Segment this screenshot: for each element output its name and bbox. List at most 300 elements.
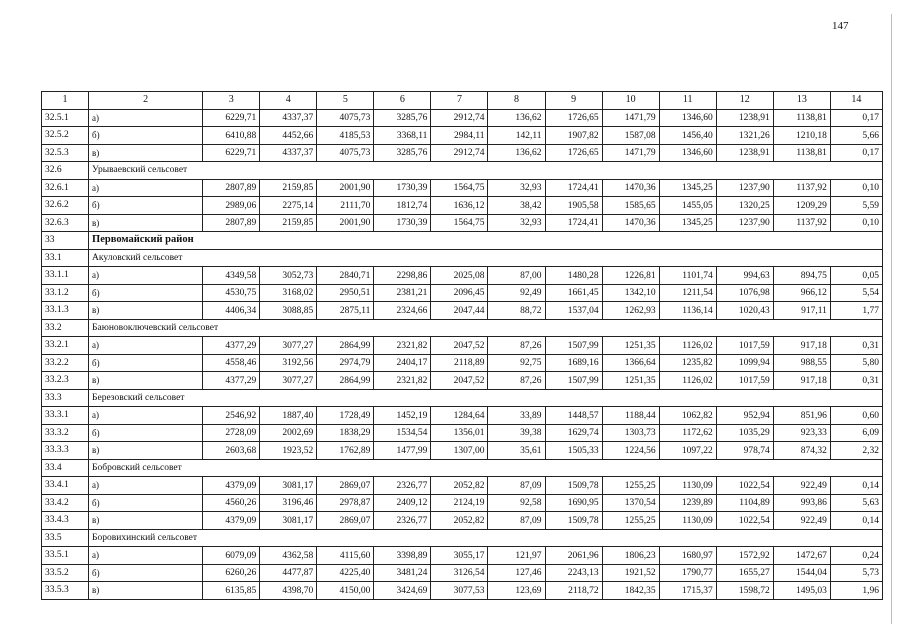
value-cell: 136,62 <box>488 109 545 127</box>
row-label: а) <box>89 547 203 565</box>
value-cell: 1255,25 <box>602 512 659 530</box>
value-cell: 1812,74 <box>374 197 431 215</box>
value-cell: 33,89 <box>488 407 545 425</box>
value-cell: 1238,91 <box>716 109 773 127</box>
value-cell: 4377,29 <box>203 372 260 390</box>
value-cell: 1022,54 <box>716 477 773 495</box>
value-cell: 917,18 <box>773 372 830 390</box>
value-cell: 6410,88 <box>203 127 260 145</box>
value-cell: 2807,89 <box>203 179 260 197</box>
value-cell: 1209,29 <box>773 197 830 215</box>
value-cell: 1544,04 <box>773 564 830 582</box>
row-code: 32.5.2 <box>42 127 89 145</box>
value-cell: 1537,04 <box>545 302 602 320</box>
value-cell: 1790,77 <box>659 564 716 582</box>
value-cell: 3168,02 <box>260 284 317 302</box>
row-code: 33.3.3 <box>42 442 89 460</box>
value-cell: 5,66 <box>830 127 882 145</box>
value-cell: 0,60 <box>830 407 882 425</box>
value-cell: 917,18 <box>773 337 830 355</box>
value-cell: 4560,26 <box>203 494 260 512</box>
row-code: 33.3.1 <box>42 407 89 425</box>
value-cell: 2118,89 <box>431 354 488 372</box>
value-cell: 1211,54 <box>659 284 716 302</box>
value-cell: 1629,74 <box>545 424 602 442</box>
value-cell: 3081,17 <box>260 477 317 495</box>
value-cell: 1923,52 <box>260 442 317 460</box>
value-cell: 1585,65 <box>602 197 659 215</box>
column-header: 3 <box>203 92 260 110</box>
table-row <box>42 302 883 320</box>
value-cell: 1480,28 <box>545 267 602 285</box>
value-cell: 92,58 <box>488 494 545 512</box>
value-cell: 4379,09 <box>203 512 260 530</box>
value-cell: 3081,17 <box>260 512 317 530</box>
value-cell: 1251,35 <box>602 337 659 355</box>
section-name: Акуловский сельсовет <box>89 249 883 267</box>
value-cell: 1806,23 <box>602 547 659 565</box>
value-cell: 2061,96 <box>545 547 602 565</box>
value-cell: 1345,25 <box>659 214 716 232</box>
value-cell: 3077,53 <box>431 582 488 600</box>
value-cell: 0,10 <box>830 214 882 232</box>
value-cell: 6,09 <box>830 424 882 442</box>
column-header: 2 <box>89 92 203 110</box>
value-cell: 1345,25 <box>659 179 716 197</box>
value-cell: 87,26 <box>488 337 545 355</box>
value-cell: 0,17 <box>830 144 882 162</box>
table-row <box>42 407 883 425</box>
value-cell: 2912,74 <box>431 109 488 127</box>
table-row <box>42 442 883 460</box>
value-cell: 2978,87 <box>317 494 374 512</box>
row-code: 32.6.3 <box>42 214 89 232</box>
value-cell: 1262,93 <box>602 302 659 320</box>
value-cell: 4185,53 <box>317 127 374 145</box>
value-cell: 2243,13 <box>545 564 602 582</box>
row-label: б) <box>89 564 203 582</box>
value-cell: 1842,35 <box>602 582 659 600</box>
value-cell: 3196,46 <box>260 494 317 512</box>
section-row <box>42 249 883 267</box>
value-cell: 1728,49 <box>317 407 374 425</box>
value-cell: 1564,75 <box>431 214 488 232</box>
value-cell: 2001,90 <box>317 214 374 232</box>
row-label: б) <box>89 494 203 512</box>
value-cell: 2025,08 <box>431 267 488 285</box>
row-code: 33.1.1 <box>42 267 89 285</box>
value-cell: 6079,09 <box>203 547 260 565</box>
value-cell: 0,31 <box>830 372 882 390</box>
value-cell: 923,33 <box>773 424 830 442</box>
row-label: а) <box>89 337 203 355</box>
value-cell: 1534,54 <box>374 424 431 442</box>
value-cell: 4115,60 <box>317 547 374 565</box>
value-cell: 1470,36 <box>602 214 659 232</box>
value-cell: 1448,57 <box>545 407 602 425</box>
value-cell: 2321,82 <box>374 372 431 390</box>
value-cell: 6229,71 <box>203 109 260 127</box>
value-cell: 121,97 <box>488 547 545 565</box>
value-cell: 994,63 <box>716 267 773 285</box>
row-code: 33.3.2 <box>42 424 89 442</box>
column-header: 10 <box>602 92 659 110</box>
value-cell: 32,93 <box>488 179 545 197</box>
value-cell: 0,05 <box>830 267 882 285</box>
value-cell: 1251,35 <box>602 372 659 390</box>
value-cell: 88,72 <box>488 302 545 320</box>
table-row <box>42 337 883 355</box>
table-row <box>42 372 883 390</box>
value-cell: 1237,90 <box>716 179 773 197</box>
value-cell: 127,46 <box>488 564 545 582</box>
value-cell: 1452,19 <box>374 407 431 425</box>
section-name: Баюновоключевский сельсовет <box>89 319 883 337</box>
value-cell: 5,54 <box>830 284 882 302</box>
table-row <box>42 477 883 495</box>
value-cell: 4349,58 <box>203 267 260 285</box>
value-cell: 1366,64 <box>602 354 659 372</box>
value-cell: 3424,69 <box>374 582 431 600</box>
value-cell: 1101,74 <box>659 267 716 285</box>
value-cell: 3088,85 <box>260 302 317 320</box>
column-header: 5 <box>317 92 374 110</box>
section-code: 33.5 <box>42 529 89 547</box>
value-cell: 1126,02 <box>659 337 716 355</box>
value-cell: 32,93 <box>488 214 545 232</box>
row-label: в) <box>89 512 203 530</box>
value-cell: 2118,72 <box>545 582 602 600</box>
table-row <box>42 582 883 600</box>
value-cell: 1076,98 <box>716 284 773 302</box>
table-row <box>42 109 883 127</box>
value-cell: 4362,58 <box>260 547 317 565</box>
value-cell: 1838,29 <box>317 424 374 442</box>
row-code: 32.6.1 <box>42 179 89 197</box>
table-row <box>42 354 883 372</box>
value-cell: 1172,62 <box>659 424 716 442</box>
value-cell: 3077,27 <box>260 372 317 390</box>
value-cell: 1509,78 <box>545 512 602 530</box>
row-label: в) <box>89 372 203 390</box>
section-row <box>42 529 883 547</box>
value-cell: 1255,25 <box>602 477 659 495</box>
value-cell: 2275,14 <box>260 197 317 215</box>
value-cell: 1284,64 <box>431 407 488 425</box>
row-label: а) <box>89 407 203 425</box>
value-cell: 87,00 <box>488 267 545 285</box>
table-row <box>42 197 883 215</box>
value-cell: 2096,45 <box>431 284 488 302</box>
value-cell: 1136,14 <box>659 302 716 320</box>
value-cell: 2001,90 <box>317 179 374 197</box>
value-cell: 1226,81 <box>602 267 659 285</box>
row-code: 33.5.2 <box>42 564 89 582</box>
value-cell: 1680,97 <box>659 547 716 565</box>
value-cell: 1307,00 <box>431 442 488 460</box>
value-cell: 87,09 <box>488 477 545 495</box>
value-cell: 874,32 <box>773 442 830 460</box>
value-cell: 1471,79 <box>602 109 659 127</box>
section-code: 33.4 <box>42 459 89 477</box>
column-header: 8 <box>488 92 545 110</box>
value-cell: 952,94 <box>716 407 773 425</box>
value-cell: 2381,21 <box>374 284 431 302</box>
value-cell: 1564,75 <box>431 179 488 197</box>
value-cell: 4150,00 <box>317 582 374 600</box>
row-label: а) <box>89 179 203 197</box>
value-cell: 4337,37 <box>260 144 317 162</box>
value-cell: 2840,71 <box>317 267 374 285</box>
value-cell: 1726,65 <box>545 109 602 127</box>
value-cell: 3398,89 <box>374 547 431 565</box>
value-cell: 3368,11 <box>374 127 431 145</box>
value-cell: 4406,34 <box>203 302 260 320</box>
table-row <box>42 494 883 512</box>
row-code: 32.5.3 <box>42 144 89 162</box>
row-code: 33.2.1 <box>42 337 89 355</box>
value-cell: 2409,12 <box>374 494 431 512</box>
value-cell: 92,75 <box>488 354 545 372</box>
value-cell: 0,10 <box>830 179 882 197</box>
value-cell: 4075,73 <box>317 144 374 162</box>
value-cell: 2864,99 <box>317 337 374 355</box>
section-row <box>42 319 883 337</box>
section-code: 32.6 <box>42 162 89 180</box>
value-cell: 2298,86 <box>374 267 431 285</box>
value-cell: 2159,85 <box>260 179 317 197</box>
value-cell: 87,09 <box>488 512 545 530</box>
table-row <box>42 564 883 582</box>
value-cell: 2875,11 <box>317 302 374 320</box>
value-cell: 1224,56 <box>602 442 659 460</box>
section-row <box>42 459 883 477</box>
value-cell: 2603,68 <box>203 442 260 460</box>
table-row <box>42 424 883 442</box>
value-cell: 993,86 <box>773 494 830 512</box>
value-cell: 123,69 <box>488 582 545 600</box>
value-cell: 4530,75 <box>203 284 260 302</box>
column-header: 13 <box>773 92 830 110</box>
section-code: 33.1 <box>42 249 89 267</box>
value-cell: 1,77 <box>830 302 882 320</box>
value-cell: 1456,40 <box>659 127 716 145</box>
value-cell: 1235,82 <box>659 354 716 372</box>
value-cell: 1356,01 <box>431 424 488 442</box>
table-row <box>42 179 883 197</box>
value-cell: 0,14 <box>830 477 882 495</box>
value-cell: 0,14 <box>830 512 882 530</box>
value-cell: 2324,66 <box>374 302 431 320</box>
value-cell: 2002,69 <box>260 424 317 442</box>
value-cell: 1661,45 <box>545 284 602 302</box>
value-cell: 5,80 <box>830 354 882 372</box>
value-cell: 0,24 <box>830 547 882 565</box>
table-row <box>42 144 883 162</box>
value-cell: 988,55 <box>773 354 830 372</box>
value-cell: 5,63 <box>830 494 882 512</box>
value-cell: 1726,65 <box>545 144 602 162</box>
row-label: в) <box>89 582 203 600</box>
row-label: б) <box>89 127 203 145</box>
value-cell: 2728,09 <box>203 424 260 442</box>
value-cell: 1,96 <box>830 582 882 600</box>
value-cell: 2546,92 <box>203 407 260 425</box>
value-cell: 1035,29 <box>716 424 773 442</box>
value-cell: 1210,18 <box>773 127 830 145</box>
table-body <box>42 109 883 599</box>
value-cell: 2326,77 <box>374 512 431 530</box>
value-cell: 4477,87 <box>260 564 317 582</box>
value-cell: 2321,82 <box>374 337 431 355</box>
row-label: б) <box>89 354 203 372</box>
value-cell: 2326,77 <box>374 477 431 495</box>
section-name: Бобровский сельсовет <box>89 459 883 477</box>
value-cell: 978,74 <box>716 442 773 460</box>
value-cell: 2111,70 <box>317 197 374 215</box>
value-cell: 966,12 <box>773 284 830 302</box>
value-cell: 1471,79 <box>602 144 659 162</box>
section-row <box>42 389 883 407</box>
row-label: а) <box>89 267 203 285</box>
value-cell: 1495,03 <box>773 582 830 600</box>
value-cell: 1017,59 <box>716 337 773 355</box>
row-label: в) <box>89 144 203 162</box>
value-cell: 1509,78 <box>545 477 602 495</box>
value-cell: 4398,70 <box>260 582 317 600</box>
value-cell: 3126,54 <box>431 564 488 582</box>
value-cell: 4225,40 <box>317 564 374 582</box>
value-cell: 851,96 <box>773 407 830 425</box>
row-code: 33.5.1 <box>42 547 89 565</box>
value-cell: 1138,81 <box>773 144 830 162</box>
value-cell: 1907,82 <box>545 127 602 145</box>
value-cell: 1477,99 <box>374 442 431 460</box>
value-cell: 1507,99 <box>545 337 602 355</box>
value-cell: 1887,40 <box>260 407 317 425</box>
value-cell: 136,62 <box>488 144 545 162</box>
value-cell: 1017,59 <box>716 372 773 390</box>
value-cell: 1921,52 <box>602 564 659 582</box>
value-cell: 1099,94 <box>716 354 773 372</box>
value-cell: 3077,27 <box>260 337 317 355</box>
value-cell: 1370,54 <box>602 494 659 512</box>
value-cell: 5,73 <box>830 564 882 582</box>
value-cell: 1137,92 <box>773 179 830 197</box>
value-cell: 2950,51 <box>317 284 374 302</box>
value-cell: 1320,25 <box>716 197 773 215</box>
value-cell: 2869,07 <box>317 477 374 495</box>
column-header: 6 <box>374 92 431 110</box>
section-row <box>42 162 883 180</box>
tariff-table <box>41 91 883 600</box>
value-cell: 1126,02 <box>659 372 716 390</box>
value-cell: 2052,82 <box>431 512 488 530</box>
table-row <box>42 284 883 302</box>
value-cell: 4379,09 <box>203 477 260 495</box>
value-cell: 2912,74 <box>431 144 488 162</box>
value-cell: 1505,33 <box>545 442 602 460</box>
value-cell: 1097,22 <box>659 442 716 460</box>
value-cell: 92,49 <box>488 284 545 302</box>
value-cell: 1130,09 <box>659 512 716 530</box>
value-cell: 0,31 <box>830 337 882 355</box>
value-cell: 2807,89 <box>203 214 260 232</box>
value-cell: 1587,08 <box>602 127 659 145</box>
table-row <box>42 127 883 145</box>
value-cell: 6260,26 <box>203 564 260 582</box>
value-cell: 1762,89 <box>317 442 374 460</box>
value-cell: 142,11 <box>488 127 545 145</box>
row-label: в) <box>89 214 203 232</box>
table-row <box>42 267 883 285</box>
value-cell: 1346,60 <box>659 109 716 127</box>
row-code: 33.1.3 <box>42 302 89 320</box>
value-cell: 1188,44 <box>602 407 659 425</box>
row-code: 33.4.1 <box>42 477 89 495</box>
value-cell: 3481,24 <box>374 564 431 582</box>
value-cell: 2,32 <box>830 442 882 460</box>
column-header: 9 <box>545 92 602 110</box>
value-cell: 2869,07 <box>317 512 374 530</box>
value-cell: 894,75 <box>773 267 830 285</box>
value-cell: 4075,73 <box>317 109 374 127</box>
value-cell: 1655,27 <box>716 564 773 582</box>
header-row <box>42 92 883 110</box>
value-cell: 3192,56 <box>260 354 317 372</box>
section-code: 33.2 <box>42 319 89 337</box>
value-cell: 1238,91 <box>716 144 773 162</box>
value-cell: 1724,41 <box>545 179 602 197</box>
table-row <box>42 512 883 530</box>
row-label: б) <box>89 197 203 215</box>
value-cell: 2052,82 <box>431 477 488 495</box>
column-header: 11 <box>659 92 716 110</box>
row-code: 33.1.2 <box>42 284 89 302</box>
value-cell: 2124,19 <box>431 494 488 512</box>
column-header: 7 <box>431 92 488 110</box>
value-cell: 4452,66 <box>260 127 317 145</box>
value-cell: 2159,85 <box>260 214 317 232</box>
row-label: а) <box>89 109 203 127</box>
value-cell: 1130,09 <box>659 477 716 495</box>
table-row <box>42 547 883 565</box>
value-cell: 1137,92 <box>773 214 830 232</box>
value-cell: 3285,76 <box>374 109 431 127</box>
section-name: Урывaевский сельсовет <box>89 162 883 180</box>
value-cell: 6135,85 <box>203 582 260 600</box>
value-cell: 3055,17 <box>431 547 488 565</box>
value-cell: 1321,26 <box>716 127 773 145</box>
value-cell: 4337,37 <box>260 109 317 127</box>
value-cell: 3052,73 <box>260 267 317 285</box>
column-header: 1 <box>42 92 89 110</box>
column-header: 14 <box>830 92 882 110</box>
row-code: 33.5.3 <box>42 582 89 600</box>
section-code: 33.3 <box>42 389 89 407</box>
table-row <box>42 214 883 232</box>
value-cell: 1138,81 <box>773 109 830 127</box>
value-cell: 38,42 <box>488 197 545 215</box>
column-header: 12 <box>716 92 773 110</box>
value-cell: 87,26 <box>488 372 545 390</box>
row-code: 33.4.2 <box>42 494 89 512</box>
value-cell: 2974,79 <box>317 354 374 372</box>
value-cell: 2864,99 <box>317 372 374 390</box>
value-cell: 1507,99 <box>545 372 602 390</box>
value-cell: 2404,17 <box>374 354 431 372</box>
value-cell: 1572,92 <box>716 547 773 565</box>
